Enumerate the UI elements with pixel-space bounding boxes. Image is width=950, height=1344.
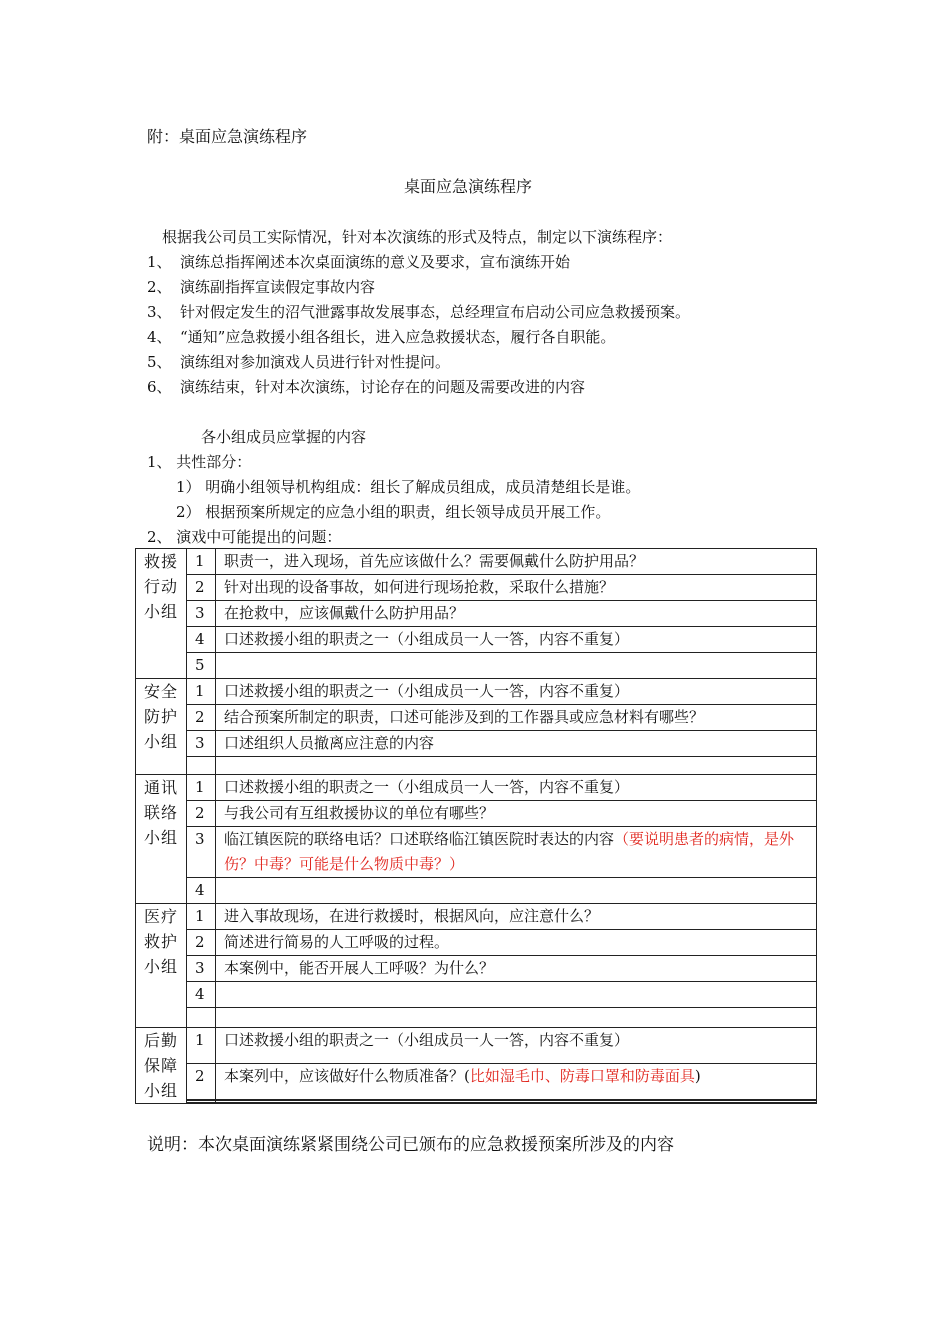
row-number: 3 <box>187 731 216 757</box>
question-text <box>216 827 817 878</box>
common-heading: 1、 共性部分： <box>147 453 252 471</box>
question-text <box>216 653 817 679</box>
row-number: 1 <box>187 904 216 930</box>
group-medical: 医疗 救护 小组 <box>136 904 187 1028</box>
question-note: （要说明患者的病情，是外伤？中毒？可能是什么物质中毒？） <box>224 830 795 873</box>
question-note: 比如湿毛巾、防毒口罩和防毒面具 <box>469 1066 695 1085</box>
row-number: 2 <box>187 575 216 601</box>
step-number: 6、 <box>147 378 172 396</box>
table-row <box>136 878 817 904</box>
table-row <box>136 575 817 601</box>
empty-cell <box>216 1008 817 1028</box>
question-text: 简述进行简易的人工呼吸的过程。 <box>216 930 817 956</box>
step-number: 2、 <box>147 278 172 296</box>
table-row <box>136 1008 817 1028</box>
question-text: 口述救援小组的职责之一（小组成员一人一答，内容不重复） <box>216 679 817 705</box>
question-text: 口述救援小组的职责之一（小组成员一人一答，内容不重复） <box>216 1028 817 1064</box>
question-text: 针对出现的设备事故，如何进行现场抢救，采取什么措施？ <box>216 575 817 601</box>
row-number: 4 <box>187 878 216 904</box>
empty-cell <box>216 757 817 775</box>
table-row <box>136 731 817 757</box>
group-rescue: 救援 行动 小组 <box>136 549 187 679</box>
row-number: 1 <box>187 1028 216 1064</box>
row-number: 3 <box>187 956 216 982</box>
table-row <box>136 1102 817 1103</box>
row-number: 2 <box>187 705 216 731</box>
step-text: 演练组对参加演戏人员进行针对性提问。 <box>180 353 451 371</box>
table-row <box>136 627 817 653</box>
question-text: 职责一，进入现场，首先应该做什么？需要佩戴什么防护用品？ <box>216 549 817 575</box>
questions-heading: 2、 演戏中可能提出的问题： <box>147 528 342 546</box>
common-item: 1） 明确小组领导机构组成：组长了解成员组成，成员清楚组长是谁。 <box>176 478 641 496</box>
table-row <box>136 956 817 982</box>
row-number: 1 <box>187 775 216 801</box>
table-row <box>136 705 817 731</box>
question-text: 结合预案所制定的职责，口述可能涉及到的工作器具或应急材料有哪些？ <box>216 705 817 731</box>
table-row <box>136 930 817 956</box>
empty-cell <box>216 982 817 1008</box>
row-number: 1 <box>187 679 216 705</box>
step-text: 演练总指挥阐述本次桌面演练的意义及要求，宣布演练开始 <box>180 253 571 271</box>
table-row <box>136 801 817 827</box>
common-item: 2） 根据预案所规定的应急小组的职责，组长领导成员开展工作。 <box>176 503 611 521</box>
step-number: 3、 <box>147 303 172 321</box>
step-text: 针对假定发生的沼气泄露事故发展事态，总经理宣布启动公司应急救援预案。 <box>180 303 691 321</box>
document-title: 桌面应急演练程序 <box>404 177 533 196</box>
question-text <box>216 1063 817 1099</box>
question-text: 口述救援小组的职责之一（小组成员一人一答，内容不重复） <box>216 627 817 653</box>
table-row <box>136 827 817 878</box>
question-main: 临江镇医院的联络电话？口述联络临江镇医院时表达的内容 <box>224 830 615 848</box>
question-text: 口述救援小组的职责之一（小组成员一人一答，内容不重复） <box>216 775 817 801</box>
empty-cell <box>216 878 817 904</box>
table-row <box>136 775 817 801</box>
section-title: 各小组成员应掌握的内容 <box>201 428 367 446</box>
question-text: 本案例中，能否开展人工呼吸？为什么？ <box>216 956 817 982</box>
row-number: 1 <box>187 549 216 575</box>
empty-cell <box>216 1102 817 1103</box>
table-row <box>136 982 817 1008</box>
row-number: 3 <box>187 601 216 627</box>
empty-cell <box>187 1008 216 1028</box>
row-number: 2 <box>187 1063 216 1099</box>
question-main: 本案列中，应该做好什么物质准备？( <box>224 1066 470 1085</box>
table-row <box>136 653 817 679</box>
group-communication: 通讯 联络 小组 <box>136 775 187 904</box>
row-number: 4 <box>187 627 216 653</box>
question-text: 进入事故现场，在进行救援时，根据风向，应注意什么？ <box>216 904 817 930</box>
row-number: 5 <box>187 653 216 679</box>
table-row <box>136 601 817 627</box>
row-number: 2 <box>187 801 216 827</box>
table-row <box>136 1028 817 1064</box>
question-close: ) <box>694 1066 701 1085</box>
row-number: 2 <box>187 930 216 956</box>
table-row <box>136 1063 817 1099</box>
table-row <box>136 757 817 775</box>
empty-cell <box>187 757 216 775</box>
question-text: 与我公司有互组救援协议的单位有哪些？ <box>216 801 817 827</box>
footer-note: 说明：本次桌面演练紧紧围绕公司已颁布的应急救援预案所涉及的内容 <box>147 1135 674 1155</box>
intro-paragraph: 根据我公司员工实际情况，针对本次演练的形式及特点，制定以下演练程序： <box>162 228 673 246</box>
row-number: 3 <box>187 827 216 878</box>
table-row <box>136 549 817 575</box>
group-logistics: 后勤 保障 小组 <box>136 1028 187 1104</box>
step-text: 演练结束，针对本次演练，讨论存在的问题及需要改进的内容 <box>180 378 586 396</box>
question-text: 口述组织人员撤离应注意的内容 <box>216 731 817 757</box>
empty-cell <box>187 1102 216 1103</box>
group-safety: 安全 防护 小组 <box>136 679 187 775</box>
step-number: 1、 <box>147 253 172 271</box>
questions-table <box>135 548 817 1104</box>
appendix-title: 附：桌面应急演练程序 <box>147 127 308 146</box>
row-number: 4 <box>187 982 216 1008</box>
table-row <box>136 679 817 705</box>
question-text: 在抢救中，应该佩戴什么防护用品？ <box>216 601 817 627</box>
step-text: 演练副指挥宣读假定事故内容 <box>180 278 376 296</box>
step-text: “通知”应急救援小组各组长，进入应急救援状态，履行各自职能。 <box>180 328 616 346</box>
table-row <box>136 904 817 930</box>
step-number: 5、 <box>147 353 172 371</box>
step-number: 4、 <box>147 328 172 346</box>
